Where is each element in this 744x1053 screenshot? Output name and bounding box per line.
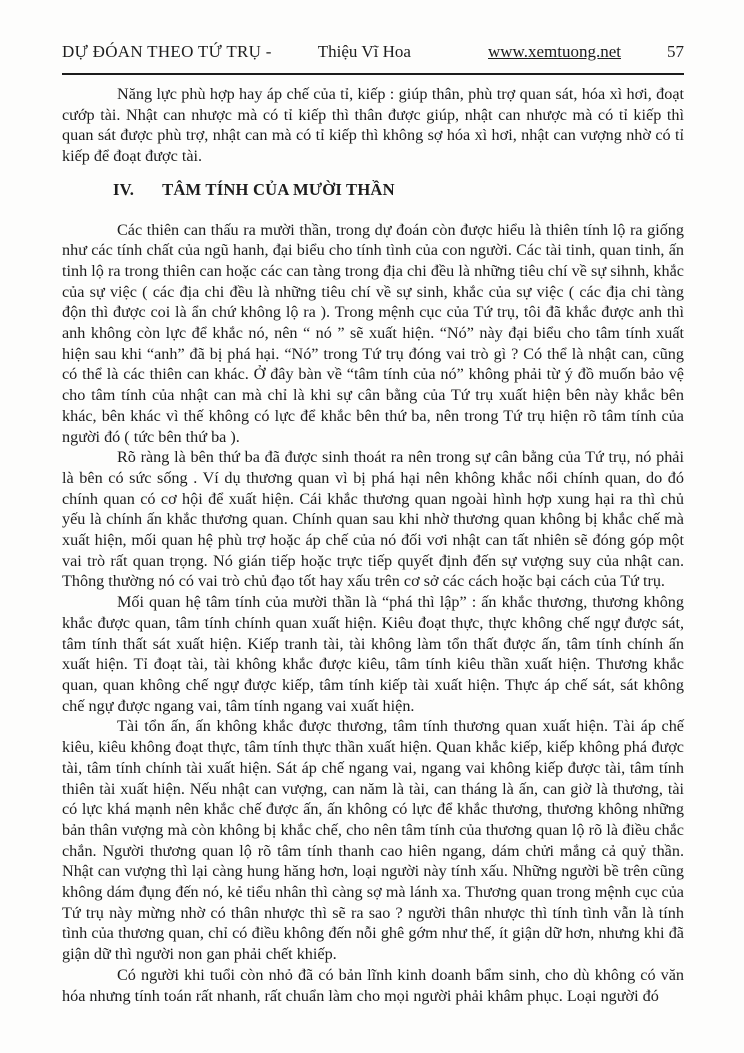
body-paragraph-5: Có người khi tuổi còn nhỏ đã có bản lĩnh kinh doanh bẩm sinh, cho dù không có văn hóa nhưng tính toán rất nhanh, rất chuẩn làm cho mọi người phải khâm phục. Loại người đó (62, 965, 684, 1005)
book-title: DỰ ĐÓAN THEO TỨ TRỤ - (62, 42, 272, 61)
body-paragraph-1: Các thiên can thấu ra mười thần, trong dự đoán còn được hiểu là thiên tính lộ ra giống như các tính chất của ngũ hanh, đại biểu cho tính tình của con người. Các tài tinh, quan tinh, ấn tinh lộ ra trong thiên can hoặc các can tàng trong địa chi đều là những tiêu chí về sự sihnh, khắc của sự việc ( các địa chi đều là những tiêu chí về sự sinh, khắc của sự việc ( các địa chi tàng độn thì được coi là ẩn chứ không lộ ra ). Trong mệnh cục của Tứ trụ, tôi đã khắc được anh thì anh không còn lực để khắc nó, nên “ nó ” sẽ xuất hiện. “Nó” này đại biểu cho tâm tính xuất hiện sau khi “anh” đã bị phá hại. “Nó” trong Tứ trụ đóng vai trò gì ? Có thể là nhật can, cũng có thể là các thiên can khác. Ở đây bàn về “tâm tính của nó” không phải từ ý đồ muốn bảo vệ cho tâm tính của nhật can mà chỉ là khi sự cân bằng của Tứ trụ xuất hiện bên này khắc bên khác, bên khác vì thế không có lực để khắc bên thứ ba, nên trong Tứ trụ hiện rõ tâm tính của người đó ( tức bên thứ ba ). (62, 220, 684, 446)
section-heading (62, 180, 684, 201)
page-number: 57 (667, 42, 684, 61)
section-title: TÂM TÍNH CỦA MƯỜI THẦN (162, 179, 395, 199)
page-header (62, 42, 684, 62)
body-paragraph-2: Rõ ràng là bên thứ ba đã được sinh thoát ra nên trong sự cân bằng của Tứ trụ, nó phải là bên có sức sống . Ví dụ thương quan vì bị phá hại nên không khắc nổi chính quan, do đó chính quan có cơ hội để xuất hiện. Cái khắc thương quan ngoài hình hợp xung hại ra thì chủ yếu là chính ấn khắc thương quan. Chính quan sau khi nhờ thương quan không bị khắc chế mà xuất hiện, mối quan hệ phù trợ hoặc áp chế của nó đối vơi nhật can tất nhiên sẽ đóng góp một vai trò rất quan trọng. Nó gián tiếp hoặc trực tiếp quyết định đến sự vượng suy của nhật can. Thông thường nó có vai trò chủ đạo tốt hay xấu trên cơ sở các cách hoặc bại cách của Tứ trụ. (62, 448, 684, 591)
website-link: www.xemtuong.net (488, 42, 621, 61)
body-paragraph-4: Tài tổn ấn, ấn không khắc được thương, tâm tính thương quan xuất hiện. Tài áp chế kiêu, kiêu không đoạt thực, tâm tính thực thần xuất hiện. Quan khắc kiếp, kiếp không phá được tài, tâm tính chính tài xuất hiện. Sát áp chế ngang vai, ngang vai không kiếp được tài, tâm tính thiên tài xuất hiện. Nếu nhật can vượng, can năm là tài, can tháng là ấn, can giờ là thương, tài có lực khá mạnh nên khắc chế được ấn, ấn không có lực để khắc thương, thương không những bản thân vượng mà còn không bị khắc chế, cho nên tâm tính của thương quan lộ rõ là điều chắc chắn. Người thương quan lộ rõ tâm tính thanh cao hiên ngang, dám chửi mắng cả quỷ thần. Nhật can vượng thì lại càng hung hăng hơn, loại người này tính xấu. Những người bề trên cũng không dám đụng đến nó, kẻ tiểu nhân thì càng sợ mà lánh xa. Thương quan trong mệnh cục của Tứ trụ này mừng nhờ có thân nhược thì sẽ ra sao ? người thân nhược thì tính tình vẫn là tính tình của thương quan, chỉ có điều không đến nỗi ghê gớm như thế, ít giận dữ hơn, nhưng khi đã giận dữ thì người non gan phải chết khiếp. (62, 717, 684, 964)
header-divider (62, 73, 684, 75)
intro-paragraph: Năng lực phù hợp hay áp chế của tỉ, kiếp : giúp thân, phù trợ quan sát, hóa xì hơi, đoạt cướp tài. Nhật can nhược mà có tỉ kiếp thì thân được giúp, nhật can nhược mà có tỉ kiếp thì quan sát được phù trợ, nhật can mà có tỉ kiếp thì không sợ hóa xì hơi, nhật can vượng nhờ có tỉ kiếp để đoạt được tài. (62, 85, 684, 166)
author-name: Thiệu Vĩ Hoa (317, 42, 411, 61)
page-body (62, 84, 684, 1006)
body-paragraph-3: Mối quan hệ tâm tính của mười thần là “phá thì lập” : ấn khắc thương, thương không khắc được quan, tâm tính chính quan xuất hiện. Kiêu đoạt thực, thực không chế ngự được sát, tâm tính thất sát xuất hiện. Kiếp tranh tài, tài không làm tổn thất được ấn, tâm tính chính ấn xuất hiện. Tỉ đoạt tài, tài không khắc được kiêu, tâm tính kiêu thần xuất hiện. Thương khắc quan, quan không chế ngự được kiếp, tâm tính kiếp tài xuất hiện. Thực áp chế sát, sát không chế ngự được ngang vai, tâm tính ngang vai xuất hiện. (62, 593, 684, 715)
section-number: IV. (113, 179, 135, 199)
